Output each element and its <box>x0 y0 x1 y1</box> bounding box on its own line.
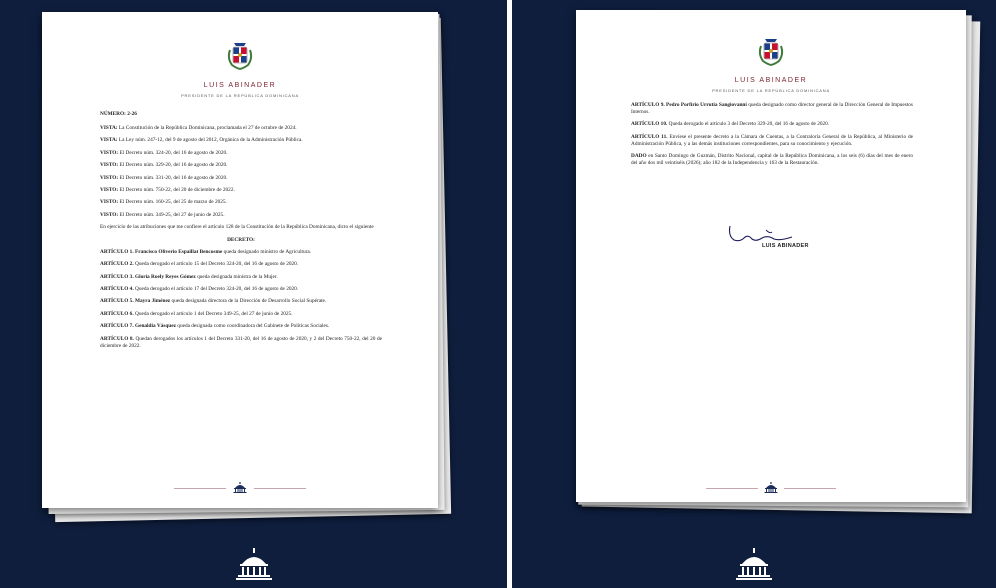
articulo-item: ARTÍCULO 7. Genaldia Vásquez queda designada como coordinadora del Gabinete de Políticas Sociales. <box>100 323 330 330</box>
page-footer <box>576 482 966 494</box>
visto-item: VISTO: El Decreto núm. 750-22, del 20 de diciembre de 2022. <box>100 186 235 193</box>
national-palace-dome-icon <box>763 482 779 493</box>
footer-rule <box>784 488 836 489</box>
articulo-item: ARTÍCULO 9. Pedro Porfirio Urrutia Sangiovanni queda designado como director general de la Dirección General de Impuestos Internos. <box>631 102 913 115</box>
articulo-item: ARTÍCULO 2. Queda derogado el artículo 15 del Decreto 324-20, del 16 de agosto de 2020. <box>100 261 299 268</box>
decree-number: NÚMERO: 2-26 <box>100 111 137 117</box>
page-footer <box>42 482 438 494</box>
national-palace-dome-icon <box>735 548 773 580</box>
decree-body <box>100 111 382 355</box>
author-name: LUIS ABINADER <box>734 77 808 84</box>
articulo-item: ARTÍCULO 8. Quedan derogados los artículos 1 del Decreto 331-20, del 16 de agosto de 2020, y 2 del Decreto 750-22, del 20 de diciembre de 2022. <box>100 335 382 349</box>
national-palace-dome-icon <box>235 548 273 580</box>
articulo-item: ARTÍCULO 1. Francisco Oliverio Espaillat Bencosme queda designado ministro de Agricultura. <box>100 248 312 255</box>
visto-item: VISTO: El Decreto núm. 331-20, del 16 de agosto de 2020. <box>100 174 228 181</box>
decreto-heading: DECRETO: <box>227 236 255 243</box>
coat-of-arms-icon <box>757 36 785 66</box>
author-title: PRESIDENTE DE LA REPÚBLICA DOMINICANA <box>712 88 830 93</box>
dado-paragraph: DADO en Santo Domingo de Guzmán, Distrito Nacional, capital de la República Dominicana, a los seis (6) días del mes de enero del año dos mil veintiséis (2026); año 182 de la Independencia y 163 de la Restauración. <box>631 153 913 167</box>
articulo-item: ARTÍCULO 6. Queda derogado el artículo 1 del Decreto 349-25, del 27 de junio de 2025. <box>100 310 293 317</box>
decree-body <box>631 102 913 173</box>
document-panel-right <box>512 0 996 588</box>
articulo-item: ARTÍCULO 4. Queda derogado el artículo 17 del Decreto 324-20, del 16 de agosto de 2020. <box>100 286 299 293</box>
visto-item: VISTO: El Decreto núm. 349-25, del 27 de junio de 2025. <box>100 211 225 218</box>
footer-rule <box>706 488 758 489</box>
articulo-item: ARTÍCULO 10. Queda derogado el artículo 3 del Decreto 329-20, del 16 de agosto de 2020. <box>631 121 830 128</box>
footer-rule <box>254 488 306 489</box>
visto-item: VISTO: El Decreto núm. 329-20, del 16 de agosto de 2020. <box>100 162 228 169</box>
national-palace-dome-icon <box>232 482 248 493</box>
articulo-item: ARTÍCULO 3. Gloria Roely Reyes Gómez queda designada ministra de la Mujer. <box>100 273 278 280</box>
coat-of-arms-icon <box>226 40 254 70</box>
ejercicio-paragraph: En ejercicio de las atribuciones que me confiere el artículo 128 de la Constitución de la República Dominicana, dicto el siguiente <box>100 224 374 231</box>
footer-rule <box>174 488 226 489</box>
decree-page-2 <box>576 10 966 502</box>
vista-item: VISTA: La Constitución de la República Dominicana, proclamada el 27 de octubre de 2024. <box>100 125 297 131</box>
visto-item: VISTO: El Decreto núm. 324-20, del 16 de agosto de 2020. <box>100 149 228 156</box>
signer-name: LUIS ABINADER <box>762 243 809 249</box>
decree-page-1 <box>42 12 438 508</box>
author-name: LUIS ABINADER <box>203 82 277 89</box>
articulo-item: ARTÍCULO 5. Mayra Jiménez queda designada directora de la Dirección de Desarrollo Social Supérate. <box>100 298 327 305</box>
vista-item: VISTA: La Ley núm. 247-12, del 9 de agosto del 2012, Orgánica de la Administración Pública. <box>100 137 303 144</box>
articulo-item: ARTÍCULO 11. Envíese el presente decreto a la Cámara de Cuentas, a la Contraloría General de la República, al Ministerio de Administración Pública, y a las demás instituciones correspondientes, para su conocimiento y ejecución. <box>631 133 914 147</box>
visto-item: VISTO: El Decreto núm. 160-25, del 25 de marzo de 2025. <box>100 199 227 206</box>
author-title: PRESIDENTE DE LA REPÚBLICA DOMINICANA <box>181 93 299 98</box>
